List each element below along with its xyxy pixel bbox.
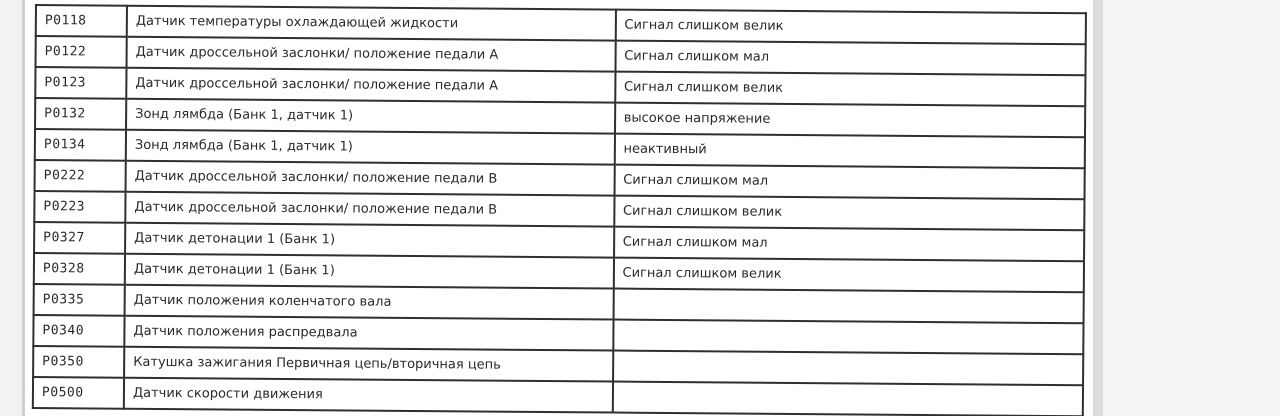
fault-description-cell: Катушка зажигания Первичная цепь/вторичная цепь [124, 347, 613, 382]
fault-description-cell: Датчик положения коленчатого вала [125, 285, 614, 320]
fault-description-cell: Зонд лямбда (Банк 1, датчик 1) [126, 130, 615, 165]
fault-code-cell: P0500 [33, 377, 124, 409]
fault-state-cell: высокое напряжение [615, 103, 1086, 138]
fault-code-cell: P0134 [35, 129, 126, 161]
fault-description-cell: Датчик положения распредвала [124, 316, 613, 351]
fault-description-cell: Датчик температуры охлаждающей жидкости [127, 6, 616, 41]
fault-state-cell [613, 320, 1084, 355]
fault-description-cell: Датчик скорости движения [124, 378, 613, 413]
fault-description-cell: Датчик дроссельной заслонки/ положение педали A [126, 68, 615, 103]
fault-description-cell: Датчик дроссельной заслонки/ положение педали B [125, 192, 614, 227]
right-edge-line [1093, 0, 1103, 416]
fault-code-cell: P0340 [33, 315, 124, 347]
fault-state-cell [613, 351, 1084, 386]
fault-code-cell: P0335 [34, 284, 125, 316]
fault-code-table-body [33, 5, 1086, 416]
fault-description-cell: Датчик дроссельной заслонки/ положение педали B [126, 161, 615, 196]
fault-state-cell: Сигнал слишком мал [614, 227, 1085, 262]
right-margin [1093, 0, 1280, 416]
fault-state-cell: неактивный [614, 134, 1085, 169]
fault-code-cell: P0350 [33, 346, 124, 378]
fault-state-cell [613, 289, 1084, 324]
fault-code-cell: P0222 [35, 160, 126, 192]
fault-description-cell: Датчик детонации 1 (Банк 1) [125, 223, 614, 258]
fault-code-cell: P0122 [36, 36, 127, 68]
fault-code-cell: P0123 [35, 67, 126, 99]
fault-description-cell: Зонд лямбда (Банк 1, датчик 1) [126, 99, 615, 134]
fault-state-cell: Сигнал слишком мал [614, 165, 1085, 200]
fault-state-cell: Сигнал слишком велик [613, 258, 1084, 293]
fault-state-cell: Сигнал слишком велик [615, 72, 1086, 107]
left-margin [0, 0, 22, 416]
fault-code-cell: P0118 [36, 5, 127, 37]
fault-code-cell: P0327 [34, 222, 125, 254]
fault-code-cell: P0328 [34, 253, 125, 285]
fault-state-cell: Сигнал слишком велик [614, 196, 1085, 231]
fault-code-cell: P0132 [35, 98, 126, 130]
fault-state-cell: Сигнал слишком мал [615, 41, 1086, 76]
fault-state-cell: Сигнал слишком велик [615, 10, 1086, 45]
fault-code-table [32, 4, 1087, 416]
fault-description-cell: Датчик детонации 1 (Банк 1) [125, 254, 614, 289]
fault-code-cell: P0223 [34, 191, 125, 223]
fault-state-cell [612, 382, 1083, 416]
fault-description-cell: Датчик дроссельной заслонки/ положение педали A [127, 37, 616, 72]
